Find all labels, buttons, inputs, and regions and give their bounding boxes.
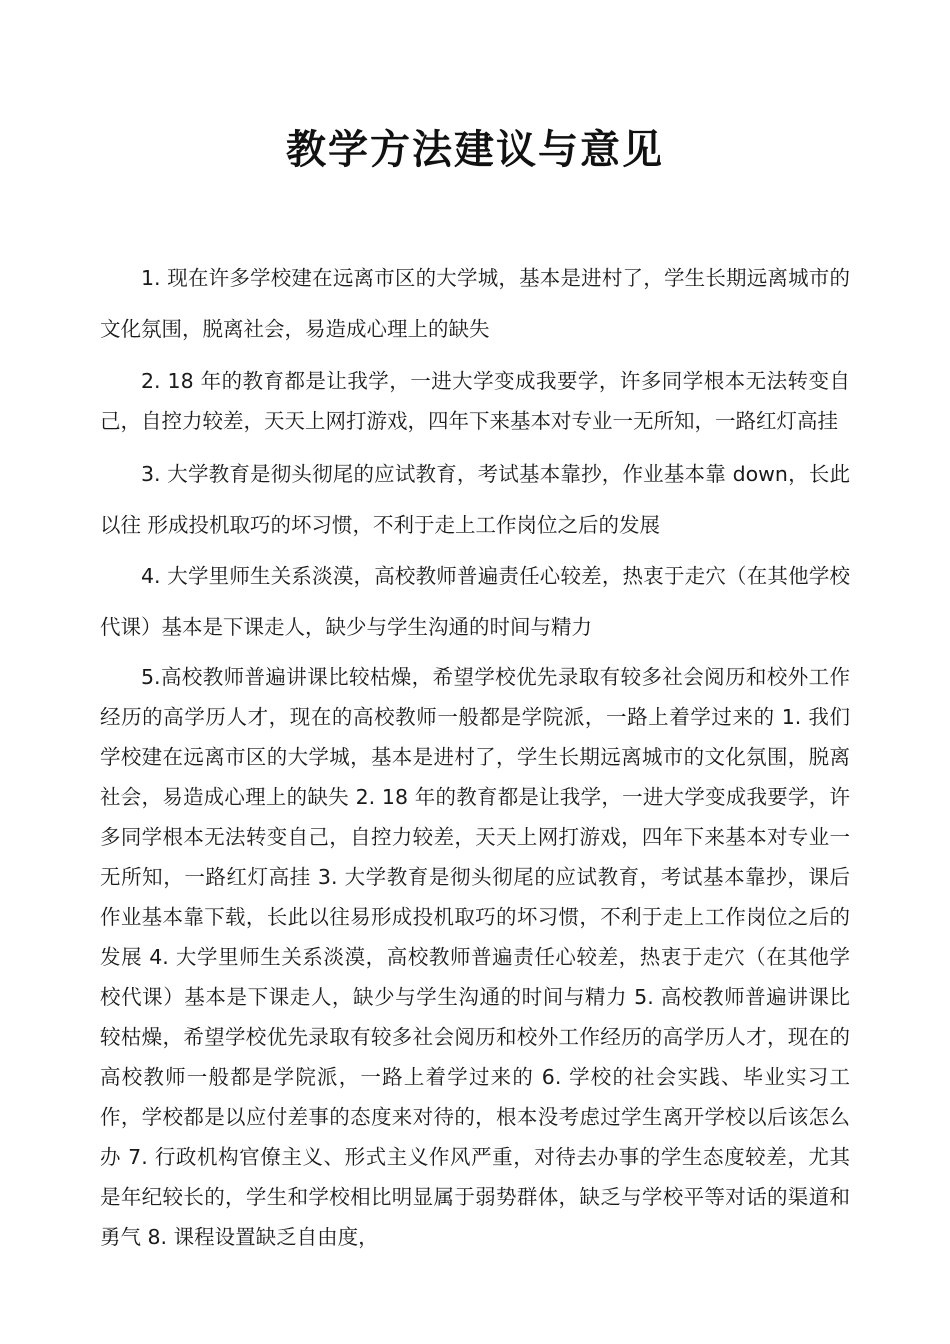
paragraph-5: 5.高校教师普遍讲课比较枯燥，希望学校优先录取有较多社会阅历和校外工作经历的高学历人才，现在的高校教师一般都是学院派，一路上着学过来的 1. 我们学校建在远离市区的大学城，基本是进村了，学生长期远离城市的文化氛围，脱离社会，易造成心理上的缺失 2. 18 年的教育都是让我学，一进大学变成我要学，许多同学根本无法转变自己，自控力较差，天天上网打游戏，四年下来基本对专业一无所知，一路红灯高挂 3. 大学教育是彻头彻尾的应试教育，考试基本靠抄，课后作业基本靠下载，长此以往易形成投机取巧的坏习惯，不利于走上工作岗位之后的发展 4. 大学里师生关系淡漠，高校教师普遍责任心较差，热衷于走穴（在其他学校代课）基本是下课走人，缺少与学生沟通的时间与精力 5. 高校教师普遍讲课比较枯燥，希望学校优先录取有较多社会阅历和校外工作经历的高学历人才，现在的高校教师一般都是学院派，一路上着学过来的 6. 学校的社会实践、毕业实习工作，学校都是以应付差事的态度来对待的，根本没考虑过学生离开学校以后该怎么办 7. 行政机构官僚主义、形式主义作风严重，对待去办事的学生态度较差，尤其是年纪较长的，学生和学校相比明显属于弱势群体，缺乏与学校平等对话的渠道和勇气 8. 课程设置缺乏自由度，	[100, 665, 850, 1249]
document-body	[100, 253, 850, 1257]
paragraph-2: 2. 18 年的教育都是让我学，一进大学变成我要学，许多同学根本无法转变自己，自控力较差，天天上网打游戏，四年下来基本对专业一无所知，一路红灯高挂	[100, 369, 850, 433]
page-title: 教学方法建议与意见	[286, 126, 664, 173]
paragraph-1: 1. 现在许多学校建在远离市区的大学城，基本是进村了，学生长期远离城市的文化氛围，脱离社会，易造成心理上的缺失	[100, 266, 850, 341]
paragraph-3: 3. 大学教育是彻头彻尾的应试教育，考试基本靠抄，作业基本靠 down，长此以往 形成投机取巧的坏习惯，不利于走上工作岗位之后的发展	[100, 462, 850, 537]
paragraph-4: 4. 大学里师生关系淡漠，高校教师普遍责任心较差，热衷于走穴（在其他学校代课）基本是下课走人，缺少与学生沟通的时间与精力	[100, 564, 850, 639]
